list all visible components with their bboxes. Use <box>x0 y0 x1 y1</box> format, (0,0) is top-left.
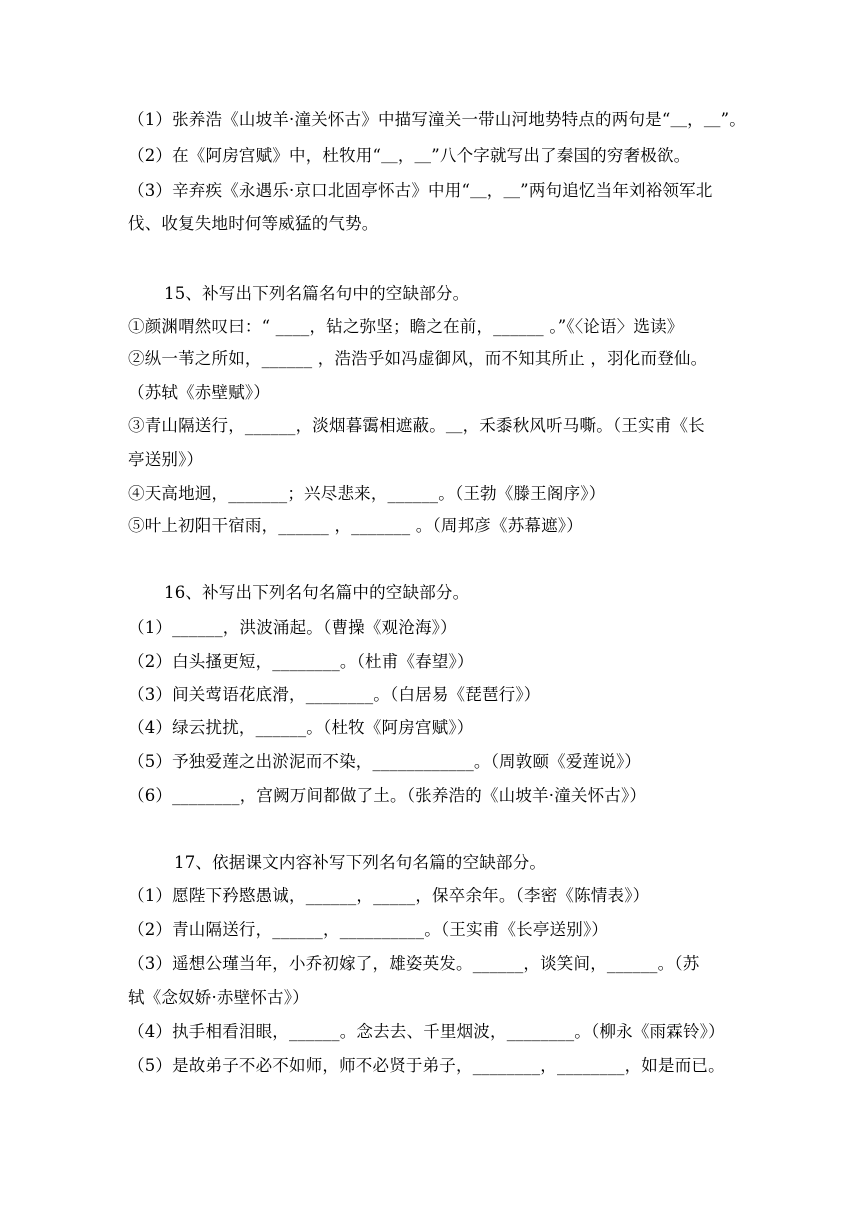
q17-item-1: （1）愿陛下矜愍愚诚，______，_____，保卒余年。（李密《陈情表》） <box>128 886 650 905</box>
q17-item-3-cont: 轼《念奴娇·赤壁怀古》） <box>128 988 309 1007</box>
q16-item-5: （5）予独爱莲之出淤泥而不染，____________。（周敦颐《爱莲说》） <box>128 752 642 771</box>
q17-item-2: （2）青山隔送行，______，__________。（王实甫《长亭送别》） <box>128 920 609 939</box>
q16-item-6: （6）________，宫阙万间都做了土。（张养浩的《山坡羊·潼关怀古》） <box>128 786 647 805</box>
q15-heading: 15、补写出下列名篇名句中的空缺部分。 <box>164 284 470 303</box>
q17-item-4: （4）执手相看泪眼，______。念去去、千里烟波，________。（柳永《雨霖铃》） <box>128 1022 725 1041</box>
q15-item-2: ②纵一苇之所如，______ ，浩浩乎如冯虚御风，而不知其所止 ，羽化而登仙。 <box>128 349 708 368</box>
q15-item-1: ①颜渊喟然叹曰：“ ____，钻之弥坚；瞻之在前，______ 。”《〈论语〉选读》 <box>128 317 684 336</box>
q16-heading: 16、补写出下列名句名篇中的空缺部分。 <box>164 583 470 602</box>
q15-item-3: ③青山隔送行，______，淡烟暮霭相遮蔽。＿，禾黍秋风听马嘶。（王实甫《长 <box>128 416 705 435</box>
q15-item-3-cont: 亭送别》） <box>128 450 204 469</box>
q15-item-4: ④天高地迥，_______；兴尽悲来，______。（王勃《滕王阁序》） <box>128 484 606 503</box>
q16-item-1: （1）______，洪波涌起。（曹操《观沧海》） <box>128 618 457 637</box>
q14-item-3: （3）辛弃疾《永遇乐·京口北固亭怀古》中用“＿，＿”两句追忆当年刘裕领军北 <box>128 181 713 200</box>
q17-item-5: （5）是故弟子不必不如师，师不必贤于弟子，________，________，如是而已。 <box>128 1056 725 1075</box>
q16-item-2: （2）白头搔更短，________。（杜甫《春望》） <box>128 652 474 671</box>
q15-item-5: ⑤叶上初阳干宿雨，______ ，_______ 。（周邦彦《苏幕遮》） <box>128 516 583 535</box>
q14-item-3-cont: 伐、收复失地时何等威猛的气势。 <box>128 214 379 233</box>
q16-item-4: （4）绿云扰扰，______。（杜牧《阿房宫赋》） <box>128 718 474 737</box>
q17-heading: 17、依据课文内容补写下列名句名篇的空缺部分。 <box>174 853 547 872</box>
q15-item-2-cont: （苏轼《赤壁赋》） <box>128 383 271 402</box>
q14-item-2: （2）在《阿房宫赋》中，杜牧用“＿，＿”八个字就写出了秦国的穷奢极欲。 <box>128 146 691 165</box>
q17-item-3: （3）遥想公瑾当年，小乔初嫁了，雄姿英发。______，谈笑间，______。（苏 <box>128 954 700 973</box>
q16-item-3: （3）间关莺语花底滑，________。（白居易《琵琶行》） <box>128 685 541 704</box>
q14-item-1: （1）张养浩《山坡羊·潼关怀古》中描写潼关一带山河地势特点的两句是“＿，＿”。 <box>128 110 746 129</box>
